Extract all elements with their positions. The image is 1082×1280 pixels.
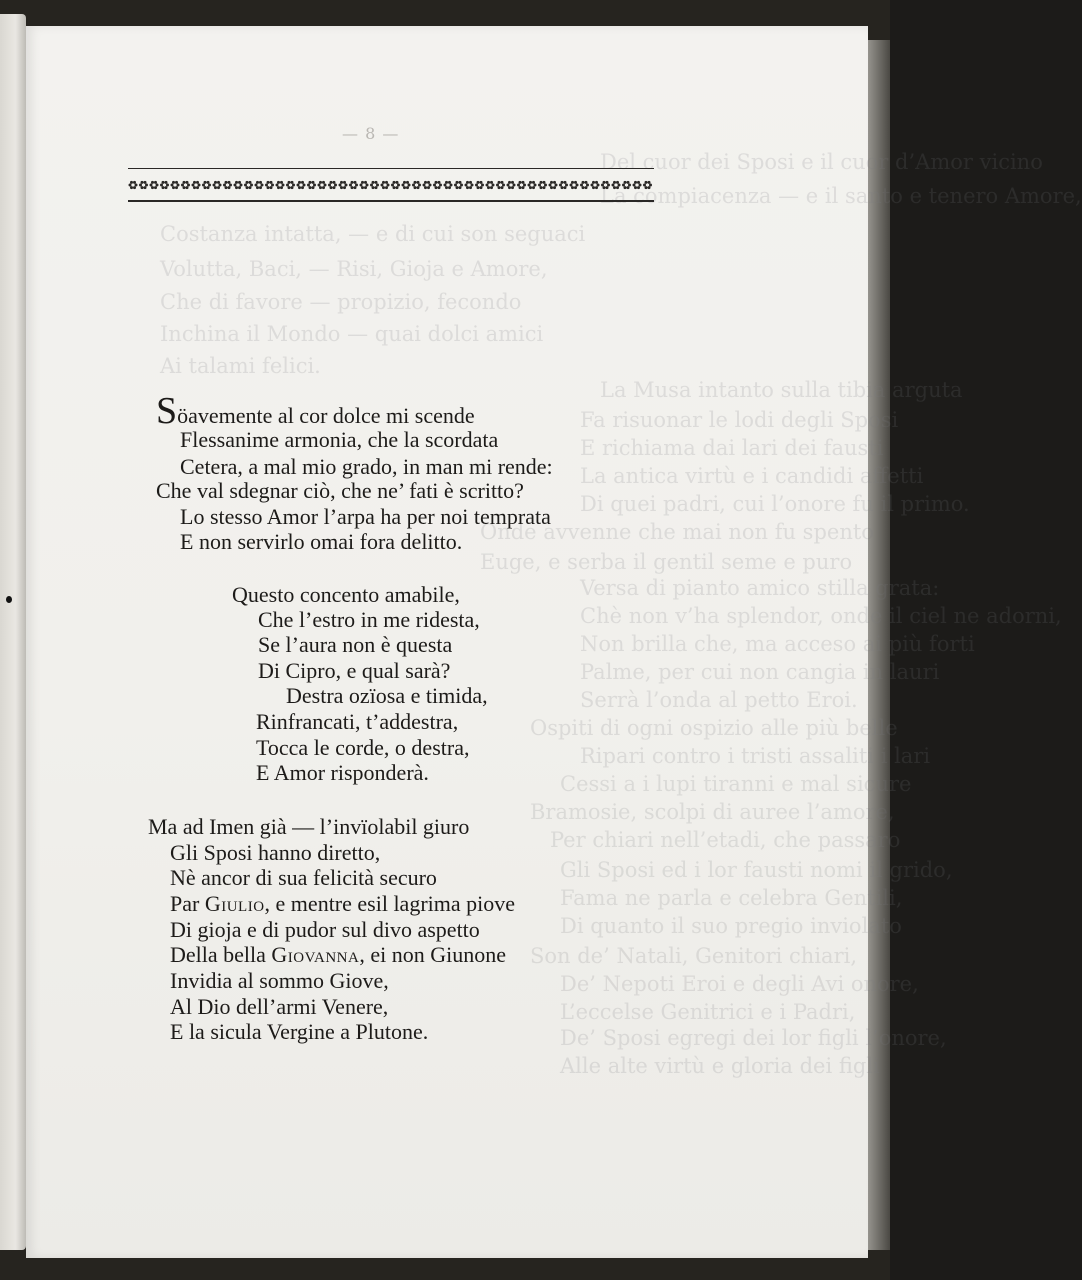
verse-line [170, 942, 506, 968]
rosette-mark [570, 181, 579, 189]
top-rule [128, 168, 654, 169]
rosette-mark [150, 181, 159, 189]
verse-line: Tocca le corde, o destra, [256, 735, 470, 760]
rosette-mark [486, 181, 495, 189]
verse-line: E Amor risponderà. [256, 760, 429, 785]
show-through-line: lari [894, 744, 931, 768]
rosette-mark [391, 181, 400, 189]
show-through-line: e tenero Amore, [909, 184, 1082, 208]
verse-line: Rinfrancati, t’addestra, [256, 709, 459, 734]
page-number: — 8 — [342, 124, 400, 143]
ink-spot [6, 596, 12, 603]
rosette-mark [517, 181, 526, 189]
verse-line: Ma ad Imen già — l’invïolabil giuro [148, 814, 470, 839]
show-through-line: grata: [875, 576, 940, 600]
verse-line: Destra ozïosa e timida, [286, 683, 488, 708]
rosette-mark [276, 181, 285, 189]
rosette-mark [538, 181, 547, 189]
rosette-mark [349, 181, 358, 189]
rosette-mark [454, 181, 463, 189]
rosette-mark [370, 181, 379, 189]
verse-line: Nè ancor di sua felicità securo [170, 865, 437, 890]
rosette-mark [559, 181, 568, 189]
show-through-line: arguta [892, 378, 963, 402]
rosette-mark [591, 181, 600, 189]
verse-text: , ei non Giunone [359, 942, 507, 967]
rosette-mark [402, 181, 411, 189]
rosette-mark [580, 181, 589, 189]
rosette-mark [633, 181, 642, 189]
show-through-line: grido, [889, 858, 953, 882]
verse-text: öavemente al cor dolce mi scende [177, 403, 475, 428]
verse-line: Flessanime armonia, che la scordata [180, 427, 499, 452]
verse-line: E la sicula Vergine a Plutone. [170, 1019, 429, 1044]
rosette-mark [360, 181, 369, 189]
rosette-mark [297, 181, 306, 189]
show-through-line: l’onore, [865, 1026, 947, 1050]
show-through-line: primo. [900, 492, 970, 516]
rosette-mark [601, 181, 610, 189]
rosette-mark [318, 181, 327, 189]
rosette-mark [160, 181, 169, 189]
rosette-mark [265, 181, 274, 189]
verse-line: Gli Sposi hanno diretto, [170, 840, 381, 865]
bottom-rule [128, 200, 654, 202]
verse-line-1 [156, 390, 475, 432]
verse-text: Par [170, 891, 205, 916]
page-stack-edge [866, 40, 890, 1250]
rosette-mark [475, 181, 484, 189]
verse-line: Che val sdegnar ciò, che ne’ fati è scritto? [156, 478, 524, 503]
rosette-mark [286, 181, 295, 189]
rosette-mark [223, 181, 232, 189]
rosette-mark [496, 181, 505, 189]
show-through-line: lauri [889, 660, 940, 684]
facing-page-edge [0, 14, 26, 1250]
name-giovanna: Giovanna [271, 942, 360, 967]
rosette-mark [643, 181, 652, 189]
rosette-mark [423, 181, 432, 189]
show-through-line: d’Amor vicino [895, 150, 1043, 174]
rosette-mark [192, 181, 201, 189]
show-through-line: il ciel ne adorni, [889, 604, 1062, 628]
verse-line: E non servirlo omai fora delitto. [180, 529, 463, 554]
rosette-mark [234, 181, 243, 189]
rosette-mark [181, 181, 190, 189]
rosette-mark [549, 181, 558, 189]
verse-text: , e mentre esil lagrima piove [264, 891, 516, 916]
rosette-mark [171, 181, 180, 189]
rosette-mark [507, 181, 516, 189]
verse-line: Al Dio dell’armi Venere, [170, 994, 389, 1019]
rosette-mark [381, 181, 390, 189]
rosette-mark [612, 181, 621, 189]
verse-line: Se l’aura non è questa [258, 632, 453, 657]
rosette-mark [213, 181, 222, 189]
verse-line: Cetera, a mal mio grado, in man mi rende: [180, 454, 553, 479]
rosette-mark [129, 181, 138, 189]
rosette-mark [139, 181, 148, 189]
rosette-mark [307, 181, 316, 189]
rosette-mark [433, 181, 442, 189]
show-through-line: più forti [888, 632, 975, 656]
rosette-mark [465, 181, 474, 189]
rosette-mark [255, 181, 264, 189]
rosette-mark [244, 181, 253, 189]
verse-line: Lo stesso Amor l’arpa ha per noi temprata [180, 504, 551, 529]
rosette-mark [412, 181, 421, 189]
verse-line: Invidia al sommo Giove, [170, 968, 389, 993]
drop-capital: S [156, 390, 178, 432]
rosette-mark [339, 181, 348, 189]
name-giulio: Giulio [204, 891, 265, 916]
verse-line: Di Cipro, e qual sarà? [258, 658, 451, 683]
verse-line: Di gioja e di pudor sul divo aspetto [170, 917, 480, 942]
rosette-mark [328, 181, 337, 189]
verse-line: Che l’estro in me ridesta, [258, 607, 480, 632]
ornament-band [128, 175, 654, 195]
verse-line [170, 891, 515, 917]
rosette-mark [622, 181, 631, 189]
rosette-mark [528, 181, 537, 189]
show-through-line: affetti [859, 464, 924, 488]
rosette-mark [444, 181, 453, 189]
verse-line: Questo concento amabile, [232, 582, 460, 607]
rosette-mark [202, 181, 211, 189]
verse-text: Della bella [170, 942, 272, 967]
